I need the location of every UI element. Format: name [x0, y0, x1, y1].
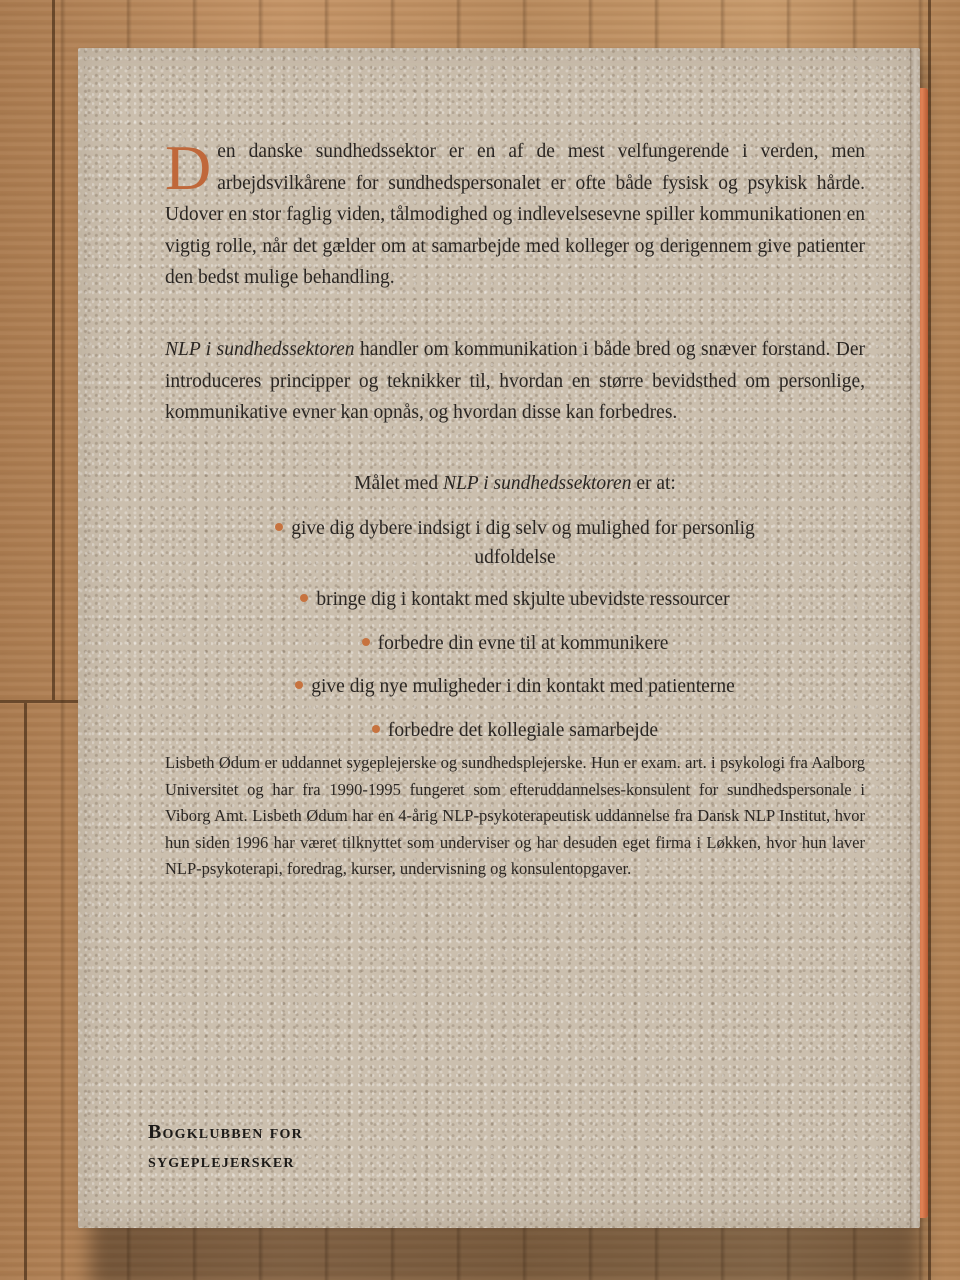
goal-list [165, 514, 865, 758]
author-bio: Lisbeth Ødum er uddannet sygeplejerske og sundhedsplejerske. Hun er exam. art. i psykologi fra Aalborg Universitet og har fra 1990-1995 fungeret som efteruddannelses-konsulent for sundhedspersonale i Viborg Amt. Lisbeth Ødum har en 4-årig NLP-psykoterapeutisk uddannelse fra Dansk NLP Institut, hvor hun siden 1996 har været tilknyttet som underviser og har desuden eget firma i Løkken, hvor hun laver NLP-psykoterapi, foredrag, kurser, undervisning og konsulentopgaver. [165, 753, 865, 878]
book-back-cover [78, 48, 920, 1228]
goal-prefix: Målet med [354, 473, 443, 494]
goal-list-item [165, 584, 865, 616]
goal-book-title: NLP i sundhedssektoren [442, 473, 632, 494]
goal-list-item [165, 628, 865, 660]
floor-plank-seam [928, 0, 931, 1280]
goal-list-item [165, 671, 865, 703]
goal-list-item [265, 514, 765, 572]
intro-paragraph-text: en danske sundhedssektor er en af de mest velfungerende i verden, men arbejdsvilkårene for sundhedspersonalet er ofte både fysisk og psykisk hårde. Udover en stor faglig viden, tålmodighed og indlevelsesevne spiller kommunikationen en vigtig rolle, når det gælder om at samarbejde med kolleger og derigennem give patienter den bedst mulige behandling. [165, 141, 865, 288]
goal-list-item-text: forbedre din evne til at kommunikere [377, 632, 669, 654]
bullet-dot-icon [362, 638, 370, 646]
bullet-dot-icon [372, 725, 380, 733]
floor-plank-seam [0, 700, 78, 703]
goal-suffix: er at: [631, 473, 676, 494]
publisher-imprint [148, 1118, 303, 1176]
floor-plank-seam [52, 0, 55, 700]
description-paragraph [165, 334, 865, 429]
bullet-dot-icon [295, 681, 303, 689]
goal-list-item-text: give dig dybere indsigt i dig selv og mulighed for personlig udfoldelse [291, 518, 755, 568]
intro-paragraph [165, 132, 865, 294]
goal-list-item [165, 715, 865, 747]
publisher-line: sygeplejersker [148, 1150, 295, 1172]
description-paragraph-text: handler om kommunikation i både bred og snæver forstand. Der introduceres principper og teknikker til, hvordan en større bevidsthed om personlige, kommunikative evner kan opnås, og hvordan disse kan forbedres. [165, 339, 865, 423]
goal-list-item-text: forbedre det kollegiale samarbejde [387, 719, 659, 741]
goal-heading [165, 468, 865, 500]
floor-plank-seam [24, 703, 27, 1280]
book-spine-hinge [910, 48, 920, 1228]
book-title-italic: NLP i sundhedssektoren [165, 339, 355, 360]
bullet-dot-icon [275, 523, 283, 531]
goal-list-item-text: give dig nye muligheder i din kontakt med patienterne [311, 676, 735, 697]
drop-cap: D [165, 132, 212, 203]
publisher-line: Bogklubben for [148, 1121, 303, 1143]
bullet-dot-icon [300, 594, 308, 602]
goal-list-item-text: bringe dig i kontakt med skjulte ubevidste ressourcer [316, 589, 730, 610]
